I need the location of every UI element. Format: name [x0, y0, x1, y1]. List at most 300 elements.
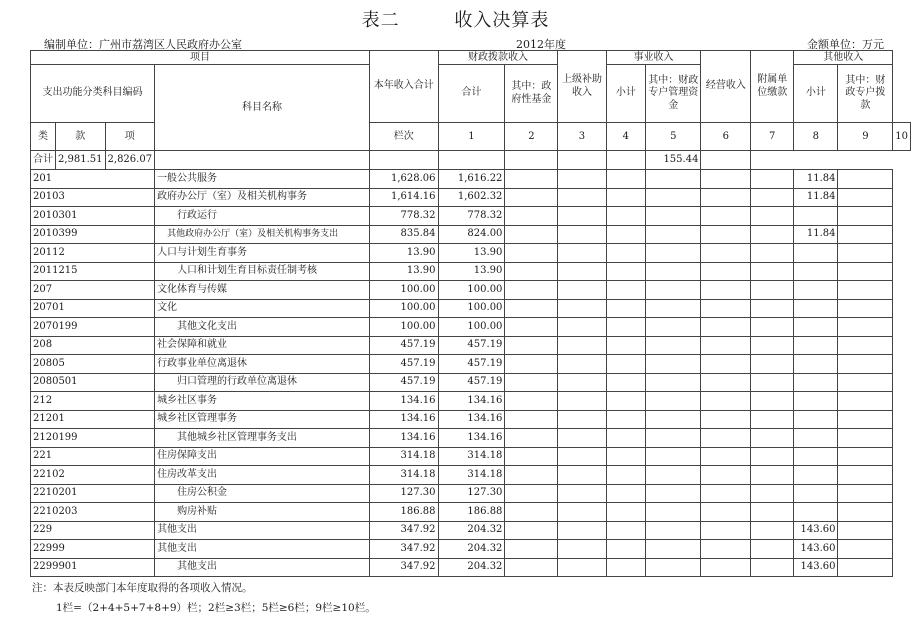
empty-cell	[558, 225, 606, 244]
fiscal-amount: 457.19	[438, 336, 505, 355]
money-unit: 金额单位：万元	[807, 38, 884, 51]
total-amount: 127.30	[369, 484, 438, 503]
table-number: 表二	[361, 10, 400, 31]
code-cell: 2299901	[31, 558, 155, 577]
subject-name: 其他城乡社区管理事务支出	[155, 429, 370, 448]
empty-cell	[838, 429, 893, 448]
code-cell: 2070199	[31, 318, 155, 337]
empty-cell	[838, 558, 893, 577]
fiscal-amount: 127.30	[438, 484, 505, 503]
empty-cell	[701, 503, 751, 522]
fiscal-amount: 100.00	[438, 318, 505, 337]
empty-cell	[751, 429, 794, 448]
fiscal-amount: 778.32	[438, 207, 505, 226]
header-fiscal-gov-fund: 其中：政府性基金	[505, 65, 558, 123]
empty-cell	[558, 262, 606, 281]
total-amount: 314.18	[369, 466, 438, 485]
empty-cell	[558, 558, 606, 577]
table-row	[31, 521, 911, 540]
empty-cell	[505, 373, 558, 392]
col-num: 1	[438, 123, 505, 151]
empty-cell	[701, 558, 751, 577]
header-affiliated: 附属单位缴款	[751, 51, 794, 123]
empty-cell	[505, 447, 558, 466]
empty-cell	[751, 299, 794, 318]
total-amount: 347.92	[369, 558, 438, 577]
total-amount: 100.00	[369, 281, 438, 300]
empty-cell	[701, 225, 751, 244]
empty-cell	[606, 225, 646, 244]
empty-cell	[505, 188, 558, 207]
empty-cell	[646, 170, 701, 189]
empty-cell	[505, 558, 558, 577]
empty-cell	[751, 558, 794, 577]
fiscal-amount: 204.32	[438, 521, 505, 540]
subject-name: 其他支出	[155, 540, 370, 559]
header-business-special: 其中：财政专户管理资金	[646, 65, 701, 123]
empty-cell	[558, 336, 606, 355]
total-label: 合计	[31, 151, 56, 170]
total-amount: 778.32	[369, 207, 438, 226]
empty-cell	[646, 373, 701, 392]
empty-cell	[558, 429, 606, 448]
empty-cell	[701, 429, 751, 448]
fiscal-amount: 1,616.22	[438, 170, 505, 189]
total-amount: 457.19	[369, 373, 438, 392]
total-amount: 13.90	[369, 262, 438, 281]
empty-cell	[751, 281, 794, 300]
empty-cell	[558, 355, 606, 374]
empty-cell	[606, 355, 646, 374]
empty-cell	[505, 484, 558, 503]
code-cell: 21201	[31, 410, 155, 429]
empty-cell	[606, 299, 646, 318]
other-amount	[794, 207, 838, 226]
empty-cell	[505, 262, 558, 281]
subject-name: 人口与计划生育事务	[155, 244, 370, 263]
empty-cell	[646, 410, 701, 429]
empty-cell	[838, 392, 893, 411]
fiscal-amount: 13.90	[438, 244, 505, 263]
other-amount	[794, 503, 838, 522]
empty-cell	[701, 410, 751, 429]
empty-cell	[646, 521, 701, 540]
total-amount: 1,628.06	[369, 170, 438, 189]
subject-name: 其他支出	[155, 558, 370, 577]
table-row	[31, 225, 911, 244]
subject-name: 其他政府办公厅（室）及相关机构事务支出	[155, 225, 370, 244]
empty-cell	[558, 410, 606, 429]
other-amount: 143.60	[794, 558, 838, 577]
empty-cell	[505, 318, 558, 337]
other-amount	[794, 281, 838, 300]
total-amount: 835.84	[369, 225, 438, 244]
empty-cell	[558, 392, 606, 411]
empty-cell	[751, 244, 794, 263]
empty-cell	[751, 373, 794, 392]
header-other-group: 其他收入	[794, 51, 893, 65]
fiscal-amount: 314.18	[438, 447, 505, 466]
other-amount	[794, 318, 838, 337]
empty-cell	[606, 429, 646, 448]
subject-name: 其他支出	[155, 521, 370, 540]
empty-cell	[838, 336, 893, 355]
other-amount	[794, 336, 838, 355]
empty-cell	[558, 466, 606, 485]
other-amount: 143.60	[794, 521, 838, 540]
empty-cell	[606, 262, 646, 281]
empty-cell	[646, 466, 701, 485]
empty-cell	[646, 225, 701, 244]
empty-cell	[701, 392, 751, 411]
fiscal-amount: 314.18	[438, 466, 505, 485]
empty-cell	[751, 225, 794, 244]
code-cell: 20805	[31, 355, 155, 374]
empty-cell	[505, 429, 558, 448]
other-amount: 143.60	[794, 540, 838, 559]
empty-cell	[751, 188, 794, 207]
code-cell: 2010399	[31, 225, 155, 244]
note-line-2: 1栏=（2+4+5+7+8+9）栏；2栏≥3栏；5栏≥6栏；9栏≥10栏。	[56, 602, 376, 614]
empty-cell	[558, 503, 606, 522]
header-superior-subsidy: 上级补助收入	[558, 51, 606, 123]
code-cell: 22102	[31, 466, 155, 485]
note-line-1: 注：本表反映部门本年度取得的各项收入情况。	[32, 582, 253, 594]
header-fiscal-total: 合计	[438, 65, 505, 123]
empty-cell	[751, 503, 794, 522]
subject-name: 住房保障支出	[155, 447, 370, 466]
total-amount: 100.00	[369, 299, 438, 318]
code-cell: 201	[31, 170, 155, 189]
empty-cell	[505, 503, 558, 522]
empty-cell	[606, 151, 646, 170]
empty-cell	[505, 540, 558, 559]
empty-cell	[646, 558, 701, 577]
empty-cell	[646, 299, 701, 318]
empty-cell	[701, 244, 751, 263]
empty-cell	[701, 281, 751, 300]
empty-cell	[751, 466, 794, 485]
table-row	[31, 447, 911, 466]
col-num: 5	[646, 123, 701, 151]
total-amount: 13.90	[369, 244, 438, 263]
empty-cell	[646, 503, 701, 522]
header-kuan: 款	[56, 123, 106, 151]
empty-cell	[838, 170, 893, 189]
empty-cell	[701, 466, 751, 485]
empty-cell	[646, 429, 701, 448]
table-row	[31, 318, 911, 337]
table-row	[31, 540, 911, 559]
fiscal-amount: 457.19	[438, 355, 505, 374]
empty-cell	[838, 540, 893, 559]
empty-cell	[751, 521, 794, 540]
code-cell: 2210201	[31, 484, 155, 503]
empty-cell	[701, 521, 751, 540]
col-num: 9	[838, 123, 893, 151]
empty-cell	[558, 373, 606, 392]
subject-name: 一般公共服务	[155, 170, 370, 189]
empty-cell	[838, 521, 893, 540]
income-table	[30, 50, 911, 577]
empty-cell	[606, 170, 646, 189]
fiscal-amount: 134.16	[438, 392, 505, 411]
total-amount: 134.16	[369, 410, 438, 429]
fiscal-amount: 204.32	[438, 540, 505, 559]
subject-name: 人口和计划生育目标责任制考核	[155, 262, 370, 281]
fiscal-amount: 134.16	[438, 429, 505, 448]
empty-cell	[751, 355, 794, 374]
empty-cell	[606, 336, 646, 355]
notes	[32, 578, 376, 618]
table-row	[31, 281, 911, 300]
fiscal-amount: 457.19	[438, 373, 505, 392]
header-subject-name: 科目名称	[155, 65, 370, 151]
other-amount: 11.84	[794, 225, 838, 244]
empty-cell	[701, 151, 751, 170]
fiscal-amount: 204.32	[438, 558, 505, 577]
empty-cell	[838, 281, 893, 300]
table-row	[31, 373, 911, 392]
empty-cell	[505, 170, 558, 189]
table-row	[31, 484, 911, 503]
fiscal-amount: 100.00	[438, 299, 505, 318]
total-amount: 2,981.51	[56, 151, 106, 170]
empty-cell	[646, 244, 701, 263]
table-row	[31, 503, 911, 522]
empty-cell	[606, 188, 646, 207]
empty-cell	[838, 503, 893, 522]
lanci-label: 栏次	[369, 123, 438, 151]
fiscal-amount: 824.00	[438, 225, 505, 244]
empty-cell	[838, 262, 893, 281]
other-amount: 155.44	[646, 151, 701, 170]
code-cell: 2010301	[31, 207, 155, 226]
empty-cell	[438, 151, 505, 170]
empty-cell	[505, 244, 558, 263]
code-cell: 208	[31, 336, 155, 355]
empty-cell	[751, 318, 794, 337]
total-amount: 134.16	[369, 429, 438, 448]
header-total: 本年收入合计	[369, 51, 438, 123]
fiscal-year: 2012年度	[516, 38, 566, 51]
empty-cell	[646, 262, 701, 281]
empty-cell	[505, 151, 558, 170]
subject-name: 文化	[155, 299, 370, 318]
empty-cell	[701, 188, 751, 207]
empty-cell	[606, 207, 646, 226]
empty-cell	[558, 281, 606, 300]
empty-cell	[505, 521, 558, 540]
subject-name: 住房公积金	[155, 484, 370, 503]
header-other-sub: 小计	[794, 65, 838, 123]
empty-cell	[646, 318, 701, 337]
fiscal-amount: 13.90	[438, 262, 505, 281]
empty-cell	[558, 447, 606, 466]
empty-cell	[701, 336, 751, 355]
empty-cell	[838, 484, 893, 503]
empty-cell	[505, 225, 558, 244]
subject-name: 住房改革支出	[155, 466, 370, 485]
total-row	[31, 151, 911, 170]
other-amount	[794, 373, 838, 392]
empty-cell	[838, 447, 893, 466]
table-row	[31, 336, 911, 355]
total-amount: 457.19	[369, 355, 438, 374]
empty-cell	[155, 151, 370, 170]
header-func-code: 支出功能分类科目编码	[31, 65, 155, 123]
empty-cell	[838, 225, 893, 244]
table-row	[31, 244, 911, 263]
empty-cell	[606, 484, 646, 503]
empty-cell	[606, 503, 646, 522]
empty-cell	[838, 244, 893, 263]
empty-cell	[369, 151, 438, 170]
code-cell: 2210203	[31, 503, 155, 522]
empty-cell	[646, 281, 701, 300]
other-amount	[794, 466, 838, 485]
empty-cell	[558, 521, 606, 540]
total-amount: 347.92	[369, 521, 438, 540]
empty-cell	[701, 299, 751, 318]
meta-line	[44, 36, 884, 50]
empty-cell	[606, 466, 646, 485]
empty-cell	[606, 281, 646, 300]
empty-cell	[701, 262, 751, 281]
empty-cell	[838, 355, 893, 374]
empty-cell	[558, 244, 606, 263]
header-business-group: 事业收入	[606, 51, 701, 65]
subject-name: 城乡社区事务	[155, 392, 370, 411]
empty-cell	[751, 484, 794, 503]
code-cell: 221	[31, 447, 155, 466]
empty-cell	[838, 410, 893, 429]
empty-cell	[606, 558, 646, 577]
code-cell: 207	[31, 281, 155, 300]
table-row	[31, 558, 911, 577]
code-cell: 22999	[31, 540, 155, 559]
header-fiscal-group: 财政拨款收入	[438, 51, 558, 65]
empty-cell	[646, 355, 701, 374]
table-row	[31, 188, 911, 207]
fiscal-amount: 186.88	[438, 503, 505, 522]
subject-name: 购房补贴	[155, 503, 370, 522]
empty-cell	[505, 355, 558, 374]
prepared-by: 编制单位：广州市荔湾区人民政府办公室	[44, 38, 242, 51]
empty-cell	[505, 410, 558, 429]
header-item: 项目	[31, 51, 370, 65]
table-row	[31, 207, 911, 226]
table-row	[31, 392, 911, 411]
fiscal-amount: 134.16	[438, 410, 505, 429]
subject-name: 城乡社区管理事务	[155, 410, 370, 429]
table-row	[31, 410, 911, 429]
empty-cell	[606, 318, 646, 337]
empty-cell	[646, 484, 701, 503]
empty-cell	[701, 373, 751, 392]
col-num: 7	[751, 123, 794, 151]
empty-cell	[505, 299, 558, 318]
code-cell: 229	[31, 521, 155, 540]
table-row	[31, 299, 911, 318]
subject-name: 文化体育与传媒	[155, 281, 370, 300]
empty-cell	[558, 207, 606, 226]
other-amount	[794, 484, 838, 503]
table-name: 收入决算表	[454, 10, 550, 31]
empty-cell	[838, 299, 893, 318]
empty-cell	[505, 207, 558, 226]
empty-cell	[646, 540, 701, 559]
table-row	[31, 466, 911, 485]
table-row	[31, 355, 911, 374]
fiscal-amount: 1,602.32	[438, 188, 505, 207]
empty-cell	[505, 466, 558, 485]
table-body	[31, 151, 911, 577]
subject-name: 归口管理的行政单位离退休	[155, 373, 370, 392]
empty-cell	[751, 336, 794, 355]
code-cell: 2080501	[31, 373, 155, 392]
empty-cell	[701, 355, 751, 374]
code-cell: 2011215	[31, 262, 155, 281]
empty-cell	[701, 484, 751, 503]
col-num: 6	[701, 123, 751, 151]
empty-cell	[646, 188, 701, 207]
empty-cell	[701, 207, 751, 226]
header-business-sub: 小计	[606, 65, 646, 123]
empty-cell	[558, 188, 606, 207]
empty-cell	[606, 540, 646, 559]
header-xiang: 项	[105, 123, 155, 151]
other-amount	[794, 262, 838, 281]
subject-name: 社会保障和就业	[155, 336, 370, 355]
empty-cell	[558, 540, 606, 559]
col-num: 4	[606, 123, 646, 151]
empty-cell	[558, 318, 606, 337]
empty-cell	[606, 521, 646, 540]
other-amount	[794, 392, 838, 411]
code-cell: 20103	[31, 188, 155, 207]
other-amount	[794, 355, 838, 374]
table-row	[31, 170, 911, 189]
code-cell: 212	[31, 392, 155, 411]
code-cell: 20112	[31, 244, 155, 263]
empty-cell	[751, 410, 794, 429]
subject-name: 行政事业单位离退休	[155, 355, 370, 374]
empty-cell	[751, 392, 794, 411]
code-cell: 2120199	[31, 429, 155, 448]
total-amount: 186.88	[369, 503, 438, 522]
empty-cell	[838, 188, 893, 207]
header-other-special: 其中：财政专户拨款	[838, 65, 893, 123]
empty-cell	[751, 207, 794, 226]
empty-cell	[505, 281, 558, 300]
total-amount: 1,614.16	[369, 188, 438, 207]
table-row	[31, 262, 911, 281]
empty-cell	[646, 392, 701, 411]
empty-cell	[558, 170, 606, 189]
empty-cell	[558, 151, 606, 170]
empty-cell	[838, 207, 893, 226]
empty-cell	[701, 540, 751, 559]
empty-cell	[751, 262, 794, 281]
other-amount	[794, 429, 838, 448]
empty-cell	[751, 540, 794, 559]
empty-cell	[606, 410, 646, 429]
empty-cell	[606, 447, 646, 466]
col-num: 3	[558, 123, 606, 151]
empty-cell	[751, 170, 794, 189]
table-title	[0, 6, 911, 32]
